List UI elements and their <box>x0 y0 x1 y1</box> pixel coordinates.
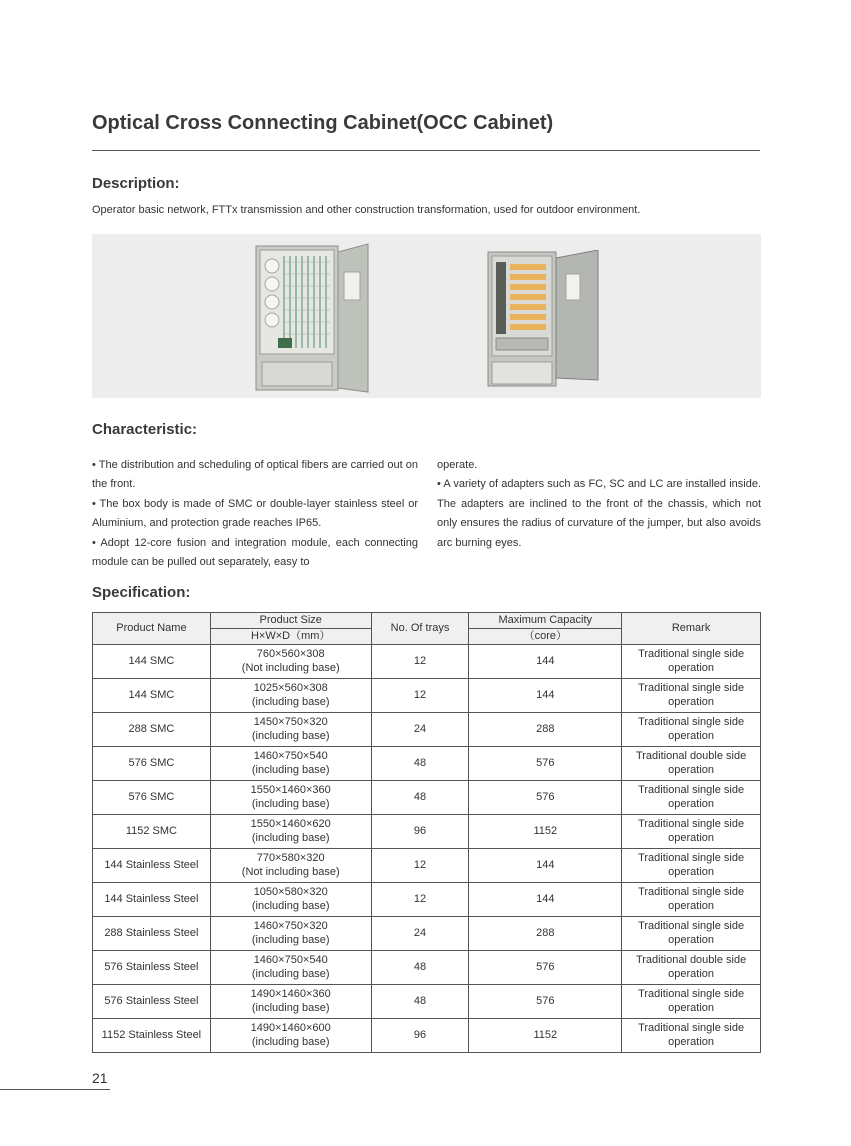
cell-product-name <box>93 951 211 985</box>
cell-product-name <box>93 713 211 747</box>
cell-capacity <box>469 713 622 747</box>
cell-product-size-text: 1550×1460×620 <box>250 818 331 830</box>
table-row <box>93 713 761 747</box>
cell-capacity-text: 144 <box>536 892 555 905</box>
cell-product-size-text: 1460×750×540 <box>253 750 328 762</box>
cell-product-name-text: 144 Stainless Steel <box>104 892 199 905</box>
page-number-rule <box>0 1089 110 1090</box>
characteristic-heading: Characteristic: <box>92 421 198 438</box>
cell-product-size-text: (Not including base) <box>241 661 340 674</box>
cell-product-size <box>210 985 371 1019</box>
cell-product-name <box>93 781 211 815</box>
cell-remark-text: operation <box>668 967 715 980</box>
cell-remark-text: Traditional single side <box>638 988 745 1000</box>
cell-capacity-text: 1152 <box>533 1028 558 1041</box>
cell-remark <box>622 917 761 951</box>
cell-remark <box>622 645 761 679</box>
cell-remark-text: operation <box>668 933 715 946</box>
cell-capacity <box>469 985 622 1019</box>
cell-remark-text: operation <box>668 1001 715 1014</box>
cell-trays-text: 12 <box>413 688 427 701</box>
cell-capacity <box>469 917 622 951</box>
cell-product-size-text: (including base) <box>251 797 330 810</box>
cell-trays <box>371 747 469 781</box>
cell-capacity-text: 144 <box>536 858 555 871</box>
cell-trays <box>371 849 469 883</box>
cell-trays-text: 96 <box>413 824 427 837</box>
cell-trays-text: 12 <box>413 858 427 871</box>
characteristic-item: • The distribution and scheduling of optical fibers are carried out on the front. <box>92 459 418 491</box>
specification-table <box>92 612 761 1053</box>
header-capacity-unit: （core） <box>469 629 622 645</box>
header-remark: Remark <box>622 613 761 645</box>
cell-remark-text: Traditional single side <box>638 920 745 932</box>
description-text: Operator basic network, FTTx transmission and other construction transformation, used for outdoor environment. <box>92 204 641 216</box>
cell-trays-text: 24 <box>413 926 427 939</box>
cell-product-name <box>93 985 211 1019</box>
cell-remark <box>622 951 761 985</box>
cell-trays-text: 12 <box>413 892 427 905</box>
cell-product-name-text: 144 Stainless Steel <box>104 858 199 871</box>
cell-capacity <box>469 747 622 781</box>
cell-product-size-text: 1050×580×320 <box>253 886 328 898</box>
cell-capacity-text: 576 <box>536 756 555 769</box>
cell-remark <box>622 815 761 849</box>
cell-remark-text: Traditional single side <box>638 1022 745 1034</box>
table-row <box>93 747 761 781</box>
cell-trays-text: 96 <box>413 1028 427 1041</box>
title-divider <box>92 150 760 151</box>
cell-product-size-text: (Not including base) <box>241 865 340 878</box>
cell-product-name <box>93 1019 211 1053</box>
cell-product-name <box>93 815 211 849</box>
cell-product-name <box>93 849 211 883</box>
cell-product-size <box>210 815 371 849</box>
cell-product-size <box>210 747 371 781</box>
characteristic-item: • The box body is made of SMC or double-layer stainless steel or Aluminium, and protection grade reaches IP65. <box>92 497 418 530</box>
cell-remark-text: Traditional single side <box>638 682 745 694</box>
cell-capacity-text: 288 <box>536 926 555 939</box>
cell-product-name <box>93 747 211 781</box>
cell-trays <box>371 781 469 815</box>
cell-product-size-text: (including base) <box>251 1035 330 1048</box>
cell-product-size-text: (including base) <box>251 967 330 980</box>
cell-product-name <box>93 645 211 679</box>
page-number: 21 <box>92 1070 108 1086</box>
characteristic-item: • Adopt 12-core fusion and integration module, each connecting module can be pulled out separately, easy to <box>92 536 418 569</box>
cell-remark-text: operation <box>668 899 715 912</box>
cell-capacity <box>469 951 622 985</box>
cell-capacity <box>469 781 622 815</box>
cell-product-size <box>210 849 371 883</box>
cell-product-size-text: 1460×750×540 <box>253 954 328 966</box>
cell-trays <box>371 951 469 985</box>
cell-remark-text: Traditional double side <box>635 954 747 966</box>
cell-remark-text: operation <box>668 729 715 742</box>
cell-product-name <box>93 917 211 951</box>
cell-trays-text: 48 <box>413 994 427 1007</box>
cell-capacity-text: 288 <box>536 722 555 735</box>
cell-product-name-text: 288 SMC <box>128 722 175 735</box>
cell-trays <box>371 645 469 679</box>
cell-product-name-text: 576 SMC <box>128 790 175 803</box>
cell-product-size-text: (including base) <box>251 729 330 742</box>
cell-remark <box>622 747 761 781</box>
table-row <box>93 849 761 883</box>
cell-product-name-text: 1152 SMC <box>125 824 177 837</box>
cell-product-size-text: (including base) <box>251 933 330 946</box>
cell-product-name-text: 1152 Stainless Steel <box>101 1028 202 1041</box>
table-row <box>93 883 761 917</box>
table-row <box>93 815 761 849</box>
cell-trays-text: 12 <box>413 654 427 667</box>
cell-capacity <box>469 1019 622 1053</box>
cell-remark <box>622 1019 761 1053</box>
cell-product-size-text: (including base) <box>251 1001 330 1014</box>
cell-trays <box>371 815 469 849</box>
cell-capacity <box>469 849 622 883</box>
cell-capacity <box>469 815 622 849</box>
cell-product-name <box>93 883 211 917</box>
table-row <box>93 781 761 815</box>
table-row <box>93 645 761 679</box>
table-row <box>93 1019 761 1053</box>
header-product-size: Product Size <box>210 613 371 629</box>
characteristic-column-left <box>92 456 418 572</box>
cell-remark-text: operation <box>668 865 715 878</box>
cell-product-size <box>210 713 371 747</box>
smc-cabinet-image <box>252 242 372 394</box>
table-row <box>93 917 761 951</box>
characteristic-item: • A variety of adapters such as FC, SC and LC are installed inside. The adapters are inclined to the front of the chassis, which not only ensures the radius of curvature of the jumper, but also avoids arc burning eyes. <box>437 478 761 549</box>
cell-product-size-text: 1450×750×320 <box>253 716 328 728</box>
specification-heading: Specification: <box>92 584 191 601</box>
cell-remark-text: operation <box>668 797 715 810</box>
cell-trays <box>371 713 469 747</box>
cell-product-size-text: 1490×1460×600 <box>250 1022 331 1034</box>
cell-trays-text: 48 <box>413 756 427 769</box>
cell-capacity-text: 576 <box>536 790 555 803</box>
cell-product-size <box>210 951 371 985</box>
cell-remark-text: Traditional double side <box>635 750 747 762</box>
cell-remark <box>622 849 761 883</box>
cell-product-size <box>210 679 371 713</box>
table-row <box>93 985 761 1019</box>
cell-product-size <box>210 883 371 917</box>
specification-table-body <box>93 645 761 1053</box>
cell-product-size <box>210 917 371 951</box>
product-photo-band <box>92 234 761 398</box>
characteristic-continuation: operate. <box>437 459 478 471</box>
cell-product-size-text: 1490×1460×360 <box>250 988 331 1000</box>
cell-product-size-text: (including base) <box>251 695 330 708</box>
cell-trays <box>371 985 469 1019</box>
cell-trays <box>371 883 469 917</box>
cell-remark-text: Traditional single side <box>638 716 745 728</box>
cell-trays-text: 24 <box>413 722 427 735</box>
cell-remark-text: operation <box>668 831 715 844</box>
cell-product-size <box>210 781 371 815</box>
cell-remark <box>622 781 761 815</box>
cell-product-size-text: (including base) <box>251 831 330 844</box>
cell-product-size <box>210 645 371 679</box>
cell-capacity-text: 1152 <box>533 824 558 837</box>
cell-remark-text: operation <box>668 695 715 708</box>
cell-product-name-text: 144 SMC <box>128 654 175 667</box>
cell-product-size-text: 770×580×320 <box>256 852 325 864</box>
cell-trays-text: 48 <box>413 790 427 803</box>
cell-remark <box>622 679 761 713</box>
cell-product-size-text: 1460×750×320 <box>253 920 328 932</box>
cell-product-size-text: 1550×1460×360 <box>250 784 331 796</box>
cell-remark-text: operation <box>668 763 715 776</box>
cell-trays <box>371 679 469 713</box>
cell-remark-text: Traditional single side <box>638 852 745 864</box>
table-row <box>93 679 761 713</box>
cell-remark-text: Traditional single side <box>638 784 745 796</box>
cell-capacity-text: 144 <box>536 688 555 701</box>
cell-capacity-text: 576 <box>536 960 555 973</box>
cell-product-name-text: 576 Stainless Steel <box>104 994 199 1007</box>
cell-remark-text: Traditional single side <box>638 648 745 660</box>
cell-product-size-text: 1025×560×308 <box>253 682 328 694</box>
cell-product-name <box>93 679 211 713</box>
cell-capacity <box>469 883 622 917</box>
cell-product-size <box>210 1019 371 1053</box>
header-trays: No. Of trays <box>371 613 469 645</box>
cell-product-name-text: 144 SMC <box>128 688 175 701</box>
cell-trays-text: 48 <box>413 960 427 973</box>
cell-remark-text: operation <box>668 661 715 674</box>
cell-capacity <box>469 645 622 679</box>
stainless-steel-cabinet-image <box>486 250 602 388</box>
cell-remark-text: operation <box>668 1035 715 1048</box>
cell-capacity <box>469 679 622 713</box>
cell-remark <box>622 713 761 747</box>
cell-remark-text: Traditional single side <box>638 818 745 830</box>
cell-remark-text: Traditional single side <box>638 886 745 898</box>
table-row <box>93 951 761 985</box>
cell-product-size-text: (including base) <box>251 763 330 776</box>
cell-product-size-text: 760×560×308 <box>256 648 325 660</box>
header-product-name: Product Name <box>93 613 211 645</box>
header-product-size-unit: H×W×D（mm） <box>210 629 371 645</box>
cell-remark <box>622 985 761 1019</box>
description-heading: Description: <box>92 175 180 192</box>
cell-product-name-text: 576 SMC <box>128 756 175 769</box>
page-title: Optical Cross Connecting Cabinet(OCC Cabinet) <box>92 112 554 134</box>
cell-remark <box>622 883 761 917</box>
cell-product-name-text: 576 Stainless Steel <box>104 960 199 973</box>
characteristic-column-right <box>437 456 761 553</box>
cell-product-name-text: 288 Stainless Steel <box>104 926 199 939</box>
cell-product-size-text: (including base) <box>251 899 330 912</box>
cell-trays <box>371 1019 469 1053</box>
cell-capacity-text: 576 <box>536 994 555 1007</box>
header-capacity: Maximum Capacity <box>469 613 622 629</box>
cell-trays <box>371 917 469 951</box>
cell-capacity-text: 144 <box>536 654 555 667</box>
